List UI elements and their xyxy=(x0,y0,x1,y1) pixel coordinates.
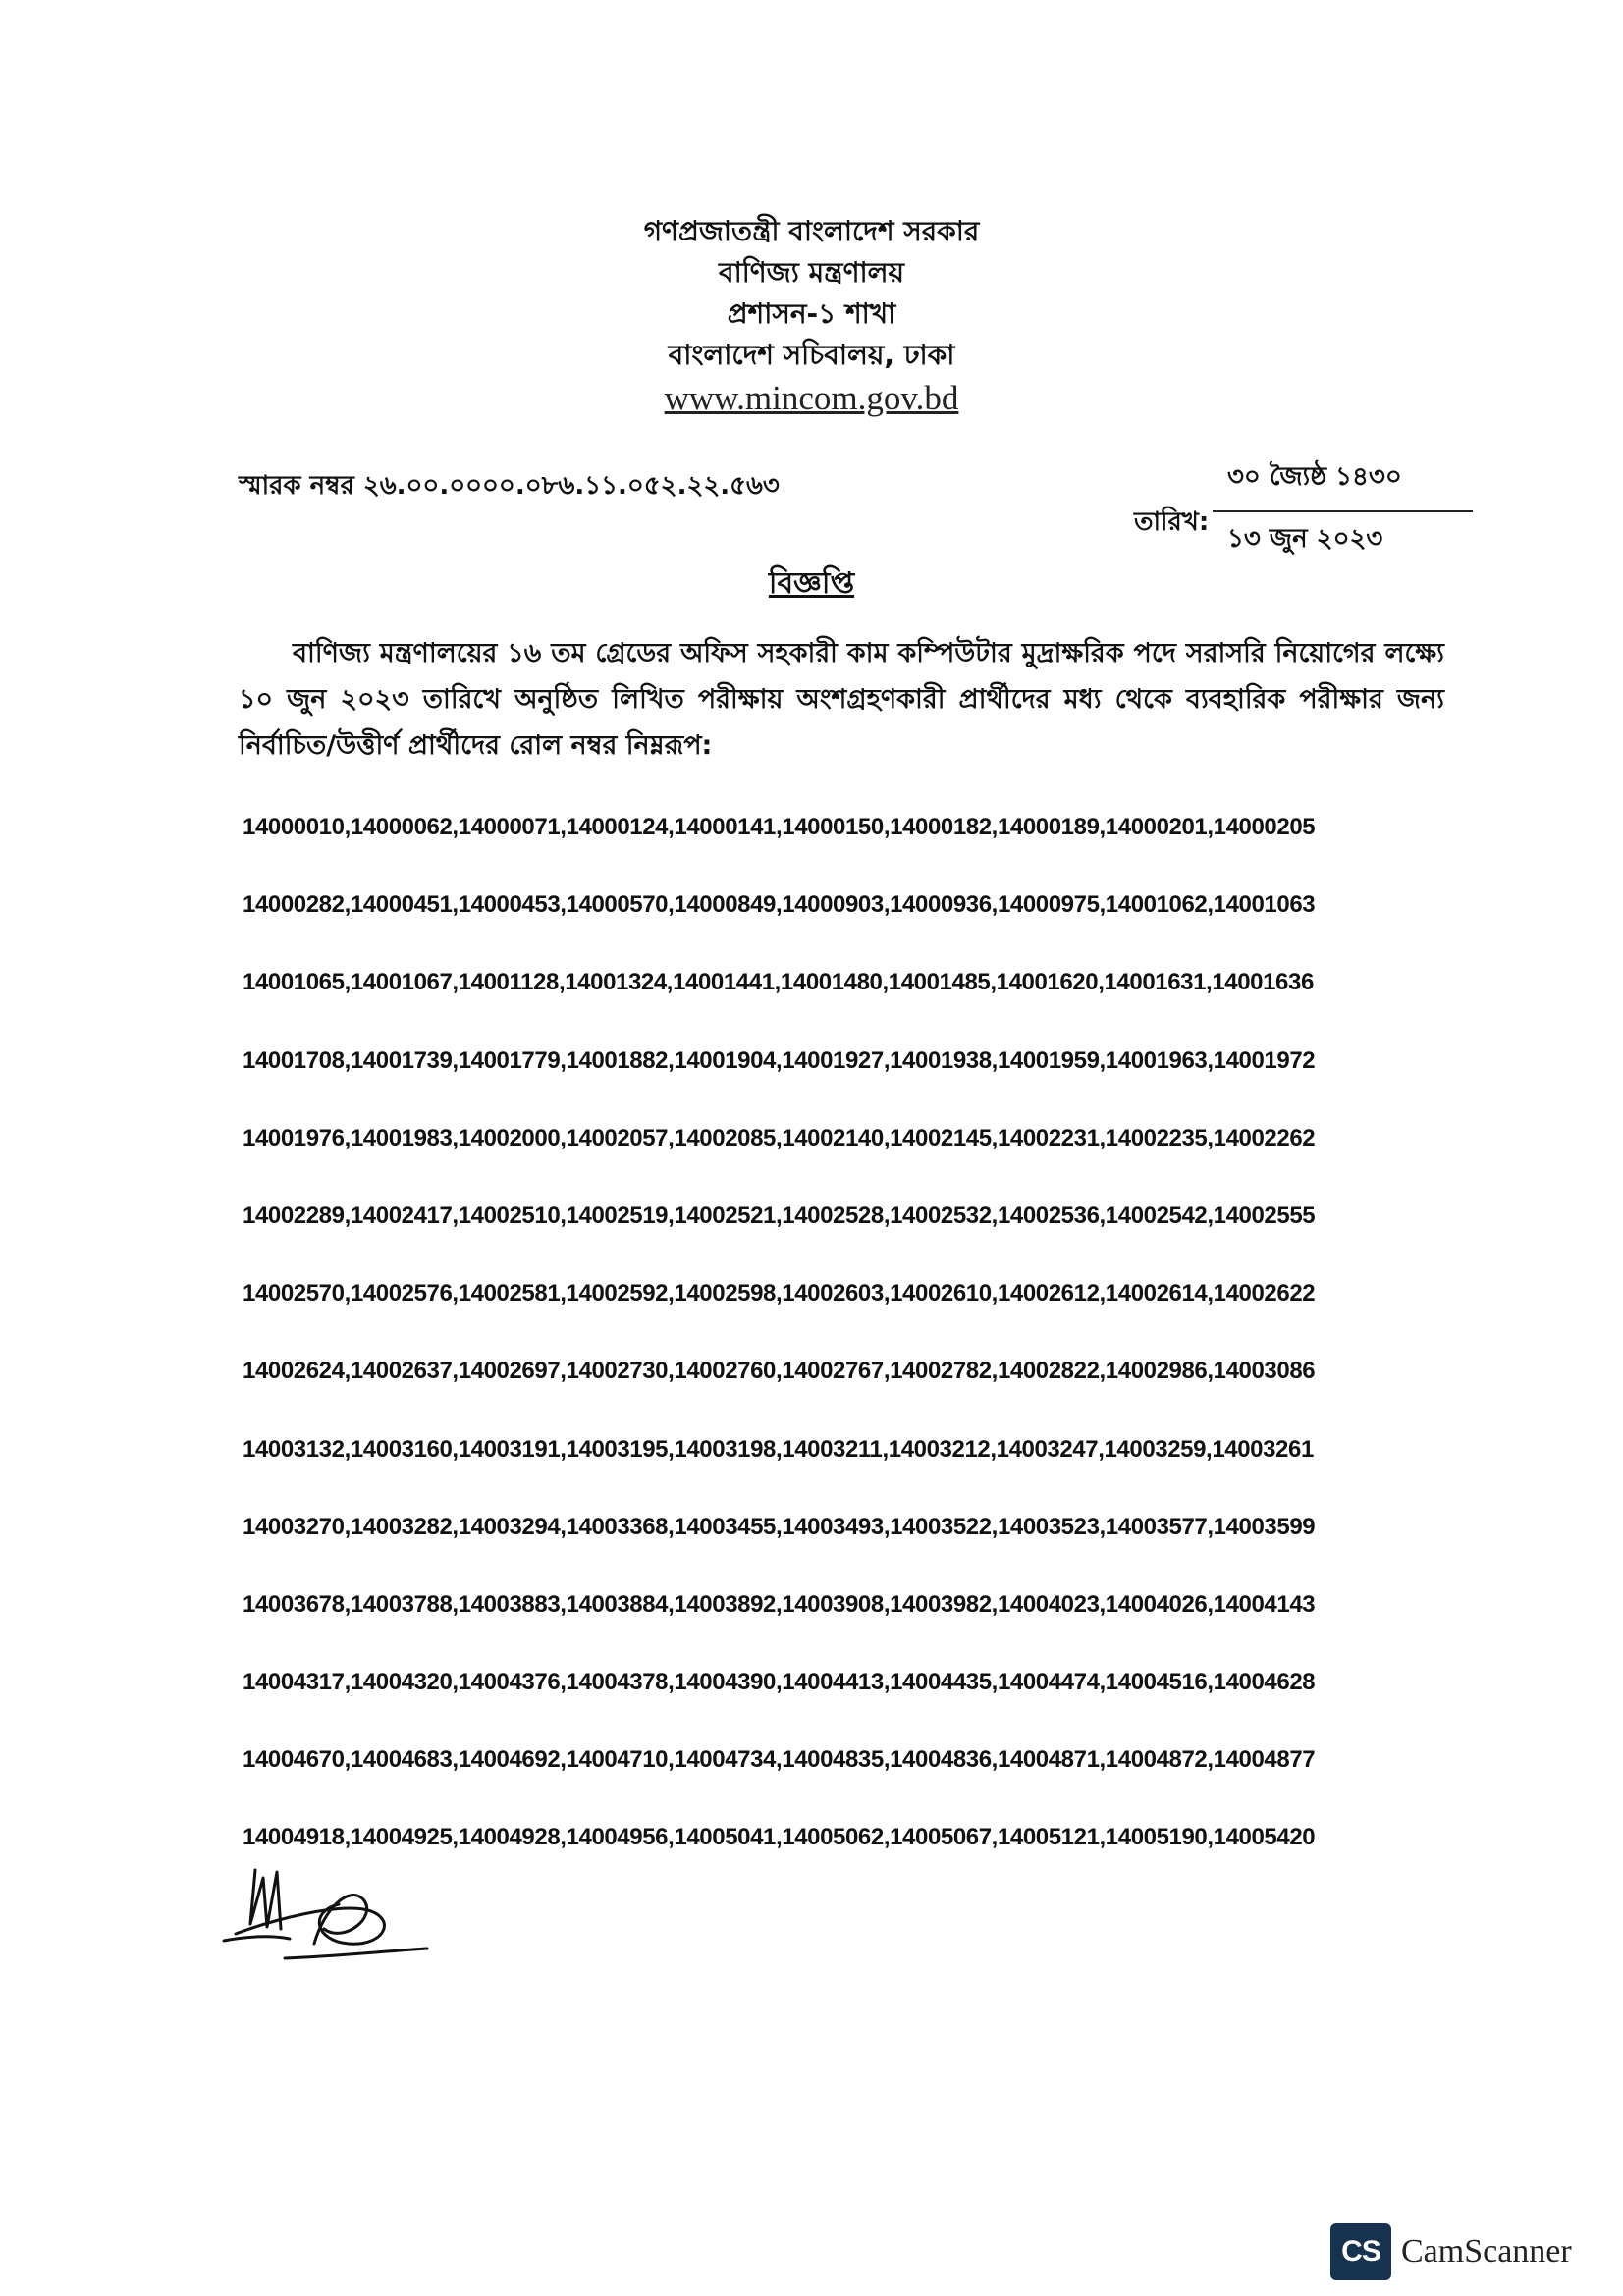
roll-number-row: 14001976,14001983,14002000,14002057,14002085,14002140,14002145,14002231,14002235,14002262 xyxy=(243,1124,1316,1151)
roll-number-row: 14001065,14001067,14001128,14001324,14001441,14001480,14001485,14001620,14001631,14001636 xyxy=(243,969,1314,996)
branch-name: প্রশাসন-১ শাখা xyxy=(727,297,896,330)
date-bengali: ৩০ জ্যৈষ্ঠ ১৪৩০ xyxy=(1227,462,1402,492)
roll-number-row: 14002570,14002576,14002581,14002592,14002598,14002603,14002610,14002612,14002614,14002622 xyxy=(243,1280,1316,1308)
date-divider xyxy=(1213,510,1473,512)
roll-number-row: 14004670,14004683,14004692,14004710,14004734,14004835,14004836,14004871,14004872,14004877 xyxy=(243,1746,1316,1774)
website-link[interactable]: www.mincom.gov.bd xyxy=(664,379,959,417)
date-gregorian: ১৩ জুন ২০২৩ xyxy=(1227,524,1383,554)
roll-number-row: 14003270,14003282,14003294,14003368,14003455,14003493,14003522,14003523,14003577,14003599 xyxy=(243,1513,1316,1540)
notice-title xyxy=(0,560,1623,610)
camscanner-watermark xyxy=(1330,2223,1572,2280)
notice-title-text: বিজ্ঞপ্তি xyxy=(768,566,855,601)
roll-number-list xyxy=(243,807,1460,1896)
roll-number-row: 14000282,14000451,14000453,14000570,14000849,14000903,14000936,14000975,14001062,14001063 xyxy=(243,891,1316,919)
roll-number-row: 14004317,14004320,14004376,14004378,14004390,14004413,14004435,14004474,14004516,14004628 xyxy=(243,1669,1316,1696)
letterhead xyxy=(0,211,1623,421)
memo-number: স্মারক নম্বর ২৬.০০.০০০০.০৮৬.১১.০৫২.২২.৫৬৩ xyxy=(239,471,780,501)
roll-number-row: 14003678,14003788,14003883,14003884,14003892,14003908,14003982,14004023,14004026,14004143 xyxy=(243,1590,1316,1618)
government-name: গণপ্রজাতন্ত্রী বাংলাদেশ সরকার xyxy=(643,215,980,247)
office-address: বাংলাদেশ সচিবালয়, ঢাকা xyxy=(668,339,955,371)
roll-number-row: 14000010,14000062,14000071,14000124,14000141,14000150,14000182,14000189,14000201,14000205 xyxy=(243,814,1316,840)
camscanner-logo-icon: CS xyxy=(1330,2223,1391,2280)
camscanner-text: CamScanner xyxy=(1401,2233,1572,2269)
roll-number-row: 14002289,14002417,14002510,14002519,14002521,14002528,14002532,14002536,14002542,14002555 xyxy=(243,1201,1316,1229)
roll-number-row: 14003132,14003160,14003191,14003195,14003198,14003211,14003212,14003247,14003259,14003261 xyxy=(243,1435,1314,1463)
roll-number-row: 14002624,14002637,14002697,14002730,14002760,14002767,14002782,14002822,14002986,14003086 xyxy=(243,1358,1316,1385)
ministry-name: বাণিজ্য মন্ত্রণালয় xyxy=(719,256,904,289)
roll-number-row: 14001708,14001739,14001779,14001882,14001904,14001927,14001938,14001959,14001963,14001972 xyxy=(243,1046,1316,1074)
date-label: তারিখ: xyxy=(1134,507,1210,537)
signature xyxy=(216,1850,452,1978)
roll-number-row: 14004918,14004925,14004928,14004956,14005041,14005062,14005067,14005121,14005190,14005420 xyxy=(243,1824,1316,1851)
notice-body: বাণিজ্য মন্ত্রণালয়ের ১৬ তম গ্রেডের অফিস সহকারী কাম কম্পিউটার মুদ্রাক্ষরিক পদে সরাসরি নিয়োগের লক্ষ্যে ১০ জুন ২০২৩ তারিখে অনুষ্ঠিত লিখিত পরীক্ষায় অংশগ্রহণকারী প্রার্থীদের মধ্য থেকে ব্যবহারিক পরীক্ষার জন্য নির্বাচিত/উত্তীর্ণ প্রার্থীদের রোল নম্বর নিম্নরূপ: xyxy=(239,638,1444,761)
